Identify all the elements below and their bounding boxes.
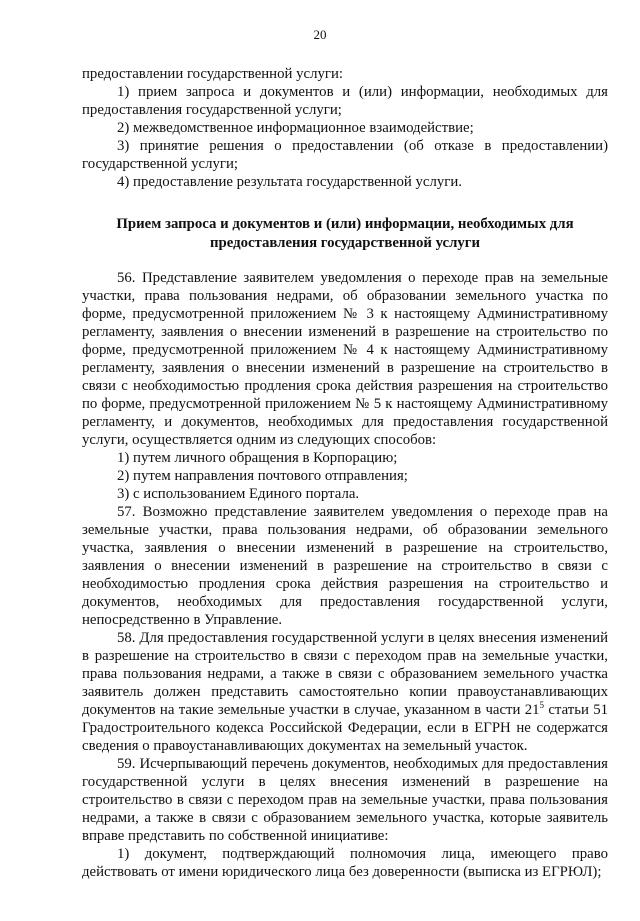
paragraph-58-superscript: 5 (539, 700, 545, 711)
document-body (82, 65, 608, 881)
paragraph-56-item-2: 2) путем направления почтового отправления; (117, 468, 408, 484)
paragraph-56: 56. Представление заявителем уведомления о переходе прав на земельные участки, права пользования недрами, об образовании земельного участка по форме, предусмотренной приложением № 3 к настоящему Административному регламенту, заявления о внесении изменений в разрешение на строительство по форме, предусмотренной приложением № 4 к настоящему Административному регламенту, заявления о внесении изменений в разрешение на строительство в связи с необходимостью продления срока действия разрешения на строительство по форме, предусмотренной приложением № 5 к настоящему Административному регламенту, и документов, необходимых для предоставления государственной услуги, осуществляется одним из следующих способов: (82, 270, 608, 448)
paragraph-57: 57. Возможно представление заявителем уведомления о переходе прав на земельные участки, права пользования недрами, об образовании земельного участка, заявления о внесении изменений в разрешение на строительство, заявления о внесении изменений в разрешение на строительство в связи с необходимостью продления срока действия разрешения на строительство и документов, необходимых для предоставления государственной услуги, непосредственно в Управление. (82, 504, 608, 628)
intro-item-2: 2) межведомственное информационное взаимодействие; (117, 120, 474, 136)
intro-item-4: 4) предоставление результата государственной услуги. (117, 174, 462, 190)
intro-item-1: 1) прием запроса и документов и (или) информации, необходимых для предоставления государственной услуги; (82, 84, 608, 118)
paragraph-58 (82, 629, 608, 755)
section-heading: Прием запроса и документов и (или) информации, необходимых для предоставления государственной услуги (116, 216, 574, 251)
paragraph-58-text-after: статьи 51 Градостроительного кодекса Российской Федерации, если в ЕГРН не содержатся сведения о правоустанавливающих документах на земельный участок. (82, 702, 608, 754)
paragraph-56-item-1: 1) путем личного обращения в Корпорацию; (117, 450, 398, 466)
paragraph-58-text-before: 58. Для предоставления государственной услуги в целях внесения изменений в разрешение на строительство в связи с переходом прав на земельные участки, права пользования недрами, а также в связи с образованием земельного участка заявитель должен представить самостоятельно копии правоустанавливающих документов на такие земельные участки в случае, указанном в части 21 (82, 630, 608, 718)
paragraph-56-item-3: 3) с использованием Единого портала. (117, 486, 360, 502)
paragraph-59: 59. Исчерпывающий перечень документов, необходимых для предоставления государственной услуги в целях внесения изменений в разрешение на строительство в связи с переходом прав на земельные участки, права пользования недрами, а также в связи с образованием земельного участка, которые заявитель вправе представить по собственной инициативе: (82, 756, 608, 844)
intro-item-3: 3) принятие решения о предоставлении (об отказе в предоставлении) государственной услуги; (82, 138, 608, 172)
page-number: 20 (313, 27, 327, 42)
paragraph-59-item-1: 1) документ, подтверждающий полномочия лица, имеющего право действовать от имени юридического лица без доверенности (выписка из ЕГРЮЛ); (82, 846, 608, 880)
intro-lead: предоставлении государственной услуги: (82, 66, 343, 82)
